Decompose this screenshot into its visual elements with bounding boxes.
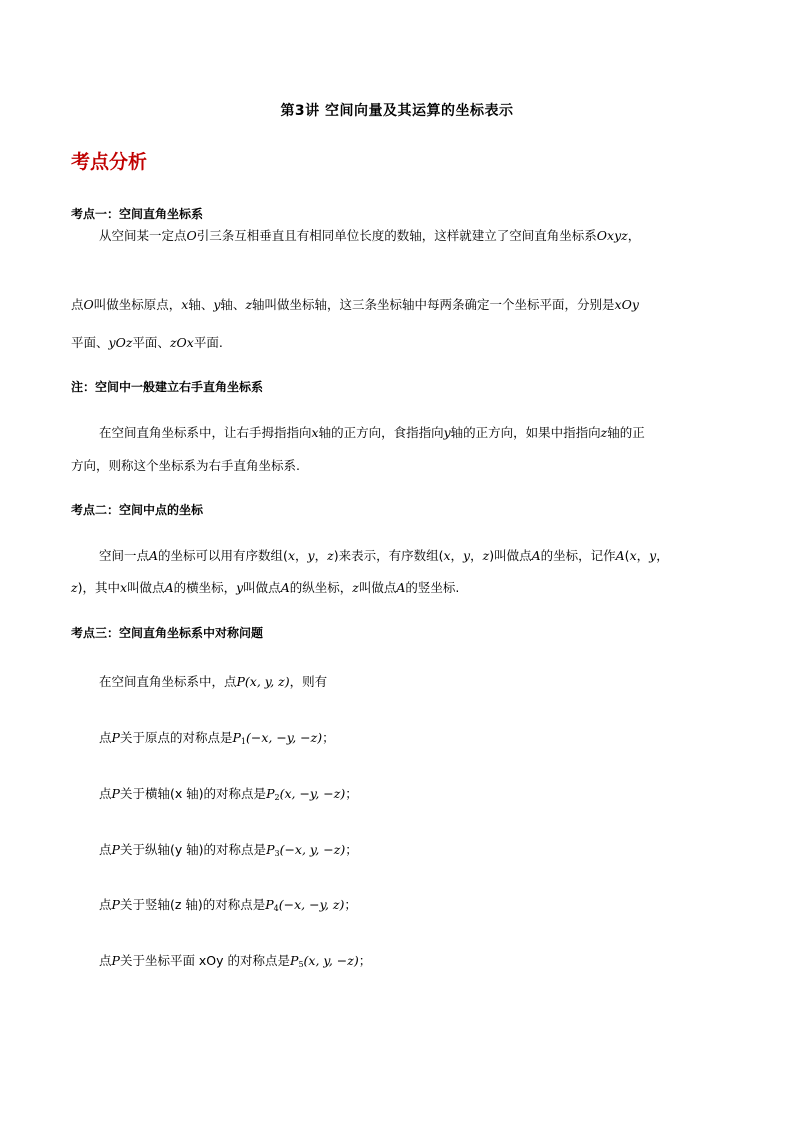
text: 叫做坐标原点，	[93, 297, 182, 312]
text: 的坐标，记作	[540, 548, 616, 563]
subscript: 1	[240, 737, 246, 746]
text: 点	[99, 897, 112, 912]
text: 叫做点	[127, 580, 165, 595]
kp3-item-4	[99, 895, 357, 913]
text: ；	[322, 730, 335, 745]
subscript: 5	[298, 960, 304, 969]
kp2-line2	[71, 578, 459, 596]
text: 关于坐标平面 xOy 的对称点是	[119, 953, 291, 968]
kp1-line1	[99, 226, 640, 244]
text: 轴的正方向，如果中指指向	[450, 425, 601, 440]
text: 的横坐标，	[173, 580, 237, 595]
kp3-item-1	[99, 728, 335, 746]
text: 轴、	[188, 297, 214, 312]
math: y	[463, 548, 471, 563]
math: y	[236, 580, 244, 595]
text: 轴、	[220, 297, 246, 312]
kp1-heading: 考点一：空间直角坐标系	[71, 207, 204, 221]
page-title: 第3讲 空间向量及其运算的坐标表示	[280, 103, 514, 119]
text: 轴叫做坐标轴，这三条坐标轴中每两条确定一个坐标平面，分别是	[252, 297, 615, 312]
note-heading: 注：空间中一般建立右手直角坐标系	[71, 380, 264, 394]
math: z	[482, 548, 490, 563]
text: 在空间直角坐标系中，点	[99, 674, 237, 689]
text: (	[624, 548, 630, 563]
math: A	[149, 548, 159, 563]
math: (x, −y, −z)	[279, 786, 346, 801]
text: ；	[358, 953, 372, 968]
text: ，则有	[289, 674, 328, 689]
math: x	[311, 425, 319, 440]
text: ，	[450, 548, 464, 563]
text: 的坐标可以用有序数组(	[158, 548, 288, 563]
text: 关于竖轴(z 轴)的对称点是	[119, 897, 266, 912]
text: 空间一点	[99, 548, 150, 563]
text: )，其中	[77, 580, 120, 595]
kp2-heading: 考点二：空间中点的坐标	[71, 503, 204, 517]
kp3-heading: 考点三：空间直角坐标系中对称问题	[71, 626, 264, 640]
math: P	[111, 730, 120, 745]
text: 关于横轴(x 轴)的对称点是	[119, 786, 267, 801]
math: yOz	[108, 335, 133, 350]
math: P	[111, 897, 120, 912]
math: O	[83, 297, 94, 312]
math: y	[649, 548, 657, 563]
math: A	[164, 580, 174, 595]
text: ，	[295, 548, 308, 563]
subscript: 3	[274, 849, 280, 858]
text: 点	[99, 953, 112, 968]
math: P	[111, 842, 120, 857]
math: A	[396, 580, 406, 595]
math: (−x, −y, z)	[278, 897, 345, 912]
math: x	[443, 548, 451, 563]
math: zOx	[169, 335, 194, 350]
math: Oxyz	[596, 228, 628, 243]
math: z	[600, 425, 608, 440]
math: (−x, −y, −z)	[245, 730, 323, 745]
text: 轴的正方向，食指指向	[318, 425, 444, 440]
text: ；	[344, 897, 357, 912]
math: x	[181, 297, 189, 312]
math: A	[615, 548, 625, 563]
math: P(x, y, z)	[236, 674, 290, 689]
math: P	[290, 953, 299, 968]
text: 点	[99, 730, 112, 745]
text: 点	[71, 297, 84, 312]
text: 叫做点	[358, 580, 397, 595]
math: y	[213, 297, 221, 312]
text: 叫做点	[243, 580, 281, 595]
text: 平面、	[71, 335, 109, 350]
math: P	[266, 842, 275, 857]
math: y	[443, 425, 451, 440]
text: 关于原点的对称点是	[119, 730, 233, 745]
text: ，	[636, 548, 650, 563]
math: x	[629, 548, 637, 563]
text: 轴的正	[607, 425, 645, 440]
math: P	[265, 897, 274, 912]
text: 关于纵轴(y 轴)的对称点是	[119, 842, 267, 857]
subscript: 4	[273, 904, 279, 913]
math: z	[245, 297, 253, 312]
kp3-item-5	[99, 951, 371, 969]
math: A	[531, 548, 541, 563]
math: y	[307, 548, 315, 563]
note-line1	[99, 423, 645, 441]
math: P	[111, 786, 120, 801]
math: A	[280, 580, 290, 595]
math: P	[111, 953, 120, 968]
math: z	[352, 580, 359, 595]
kp1-line3	[71, 333, 223, 351]
subscript: 2	[274, 793, 280, 802]
text: 引三条互相垂直且有相同单位长度的数轴，这样就建立了空间直角坐标系	[196, 228, 597, 243]
math: x	[287, 548, 295, 563]
note-line2: 方向，则称这个坐标系为右手直角坐标系.	[71, 458, 300, 473]
text: 的纵坐标，	[289, 580, 353, 595]
section-heading: 考点分析	[71, 151, 148, 173]
math: (x, y, −z)	[303, 953, 359, 968]
text: 点	[99, 786, 112, 801]
kp3-item-3	[99, 840, 358, 858]
math: P	[232, 730, 241, 745]
kp1-line2	[71, 295, 639, 313]
text: 点	[99, 842, 112, 857]
text: ，	[470, 548, 483, 563]
text: 的竖坐标.	[405, 580, 460, 595]
text: ，	[627, 228, 641, 243]
kp3-intro	[99, 672, 327, 690]
text: 从空间某一定点	[99, 228, 187, 243]
math: z	[327, 548, 334, 563]
text: 在空间直角坐标系中，让右手拇指指向	[99, 425, 312, 440]
text: ；	[345, 786, 358, 801]
text: )叫做点	[489, 548, 532, 563]
text: ，	[656, 548, 669, 563]
math: O	[186, 228, 197, 243]
math: xOy	[614, 297, 639, 312]
kp3-item-2	[99, 784, 358, 802]
text: ，	[314, 548, 328, 563]
text: ；	[345, 842, 358, 857]
kp2-line1	[99, 546, 669, 564]
math: x	[119, 580, 128, 595]
text: 平面.	[193, 335, 223, 350]
text: 平面、	[132, 335, 170, 350]
math: (−x, y, −z)	[279, 842, 346, 857]
math: z	[71, 580, 78, 595]
math: P	[266, 786, 275, 801]
text: )来表示，有序数组(	[333, 548, 444, 563]
